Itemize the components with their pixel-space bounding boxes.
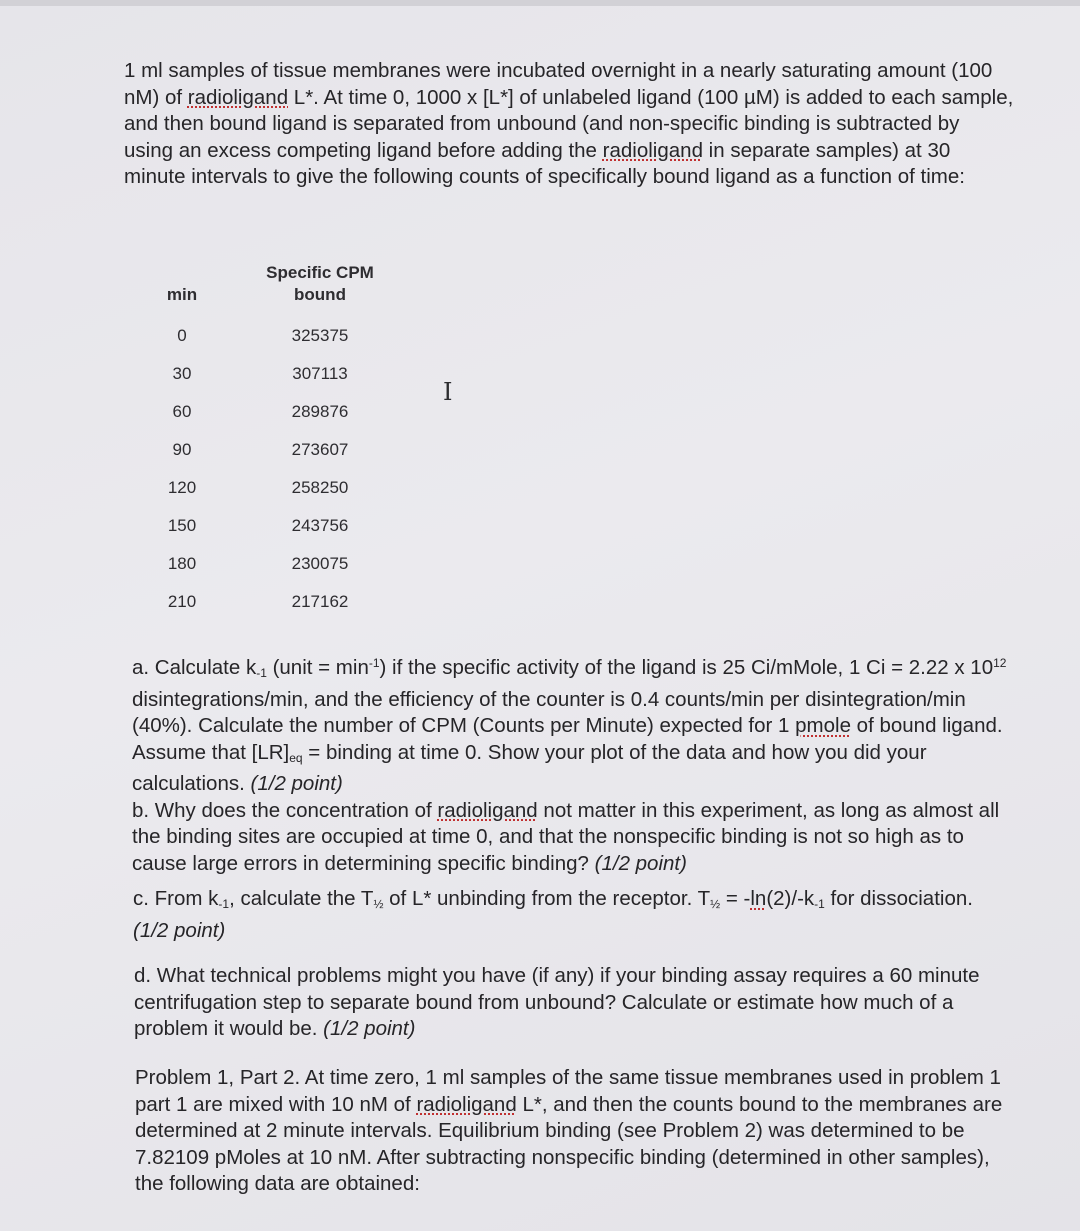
part2-paragraph <box>135 1065 1015 1198</box>
qb-text-2: not matter in this experiment, as long as almost all the binding sites are occupied at time 0, and that the nonspecific binding is not so high as to cause large errors in determining specific binding? <box>132 798 1000 875</box>
table-cell-min: 30 <box>172 364 192 383</box>
qc-text-4: = - <box>720 887 751 910</box>
qc-text-3: of L* unbinding from the receptor. T <box>383 887 711 910</box>
spellcheck-word: pmole <box>795 714 851 737</box>
spellcheck-word: radioligand <box>602 138 703 162</box>
intro-paragraph <box>124 58 1014 191</box>
qd-points: (1/2 point) <box>323 1017 416 1040</box>
qc-subscript: ½ <box>373 897 384 911</box>
qb-text-1: b. Why does the concentration of <box>132 798 438 822</box>
table-cell-cpm: 273607 <box>291 440 349 459</box>
intro-text-2: L*. At time 0, 1000 x [L*] of unlabeled ligand (100 µM) is added to each sample, and then bound ligand is separated from unbound (and non-specific binding is subtracted by using an excess competing ligand before adding the <box>124 85 1014 162</box>
column-header-cpm-line2: bound <box>294 285 346 304</box>
column-header-cpm-line1: Specific CPM <box>266 263 374 282</box>
table-cell-cpm: 325375 <box>291 326 349 345</box>
qa-text-2: (unit = min <box>266 656 369 679</box>
qc-text-2: , calculate the T <box>229 887 374 910</box>
intro-text-3: in separate samples) at 30 minute intervals to give the following counts of specifically bound ligand as a function of time: <box>124 138 965 188</box>
table-cell-cpm: 243756 <box>291 516 349 535</box>
question-d <box>134 963 1014 1043</box>
qa-subscript: -1 <box>256 666 267 680</box>
table-cell-min: 90 <box>172 440 192 459</box>
top-edge <box>0 0 1080 6</box>
column-header-min: min <box>166 285 198 304</box>
qd-text-1: d. What technical problems might you have (if any) if your binding assay requires a 60 minute centrifugation step to separate bound from unbound? Calculate or estimate how much of a problem it would be. <box>134 964 980 1040</box>
qa-text-1: a. Calculate k <box>132 656 257 679</box>
question-a <box>132 650 1012 877</box>
qc-subscript: -1 <box>218 897 230 911</box>
table-cell-cpm: 289876 <box>291 402 349 421</box>
table-cell-min: 120 <box>167 478 197 497</box>
qa-superscript: 12 <box>993 656 1007 670</box>
qc-subscript: -1 <box>814 897 825 911</box>
qc-text-5: (2)/-k <box>766 887 815 910</box>
qb-points: (1/2 point) <box>594 851 687 875</box>
qc-subscript: ½ <box>710 897 721 911</box>
table-cell-cpm: 230075 <box>291 554 349 573</box>
qc-text-6: for dissociation. <box>824 887 973 910</box>
spellcheck-word: radioligand <box>437 798 538 822</box>
text-cursor-icon: I <box>443 378 453 406</box>
table-cell-cpm: 217162 <box>291 592 349 611</box>
intro-text-1: 1 ml samples of tissue membranes were incubated overnight in a nearly saturating amount (100 nM) of <box>124 59 993 109</box>
table-cell-min: 0 <box>177 326 187 345</box>
qc-points: (1/2 point) <box>133 918 226 942</box>
qa-superscript: -1 <box>368 656 380 670</box>
qa-text-4: disintegrations/min, and the efficiency of the counter is 0.4 counts/min per disintegration/min (40%). Calculate the number of CPM (Counts per Minute) expected for 1 <box>132 687 966 737</box>
qa-text-3: ) if the specific activity of the ligand is 25 Ci/mMole, 1 Ci = 2.22 x 10 <box>379 656 994 679</box>
qc-text-1: c. From k <box>133 887 219 910</box>
table-cell-min: 180 <box>167 554 197 573</box>
spellcheck-word: radioligand <box>187 85 289 109</box>
qa-subscript: eq <box>289 750 303 765</box>
part2-text-2: L*, and then the counts bound to the membranes are determined at 2 minute intervals. Equilibrium binding (see Problem 2) was determined to be 7.82109 pMoles at 10 nM. After subtracting nonspecific binding (determined in other samples), the following data are obtained: <box>135 1092 1003 1195</box>
table-cell-min: 150 <box>167 516 197 535</box>
qa-points: (1/2 point) <box>250 772 343 795</box>
qa-text-5: of bound ligand. Assume that [LR] <box>132 714 1003 764</box>
table-cell-cpm: 307113 <box>292 364 348 383</box>
table-cell-cpm: 258250 <box>291 478 349 497</box>
part2-text-1: Problem 1, Part 2. At time zero, 1 ml samples of the same tissue membranes used in problem 1 part 1 are mixed with 10 nM of <box>135 1066 1001 1116</box>
qa-text-6: = binding at time 0. Show your plot of the data and how you did your calculations. <box>132 740 927 795</box>
table-cell-min: 210 <box>167 592 197 611</box>
table-cell-min: 60 <box>172 402 192 421</box>
question-c <box>133 886 1013 944</box>
column-header-cpm <box>250 262 390 306</box>
spellcheck-word: radioligand <box>416 1092 517 1116</box>
spellcheck-word: ln <box>750 887 767 910</box>
